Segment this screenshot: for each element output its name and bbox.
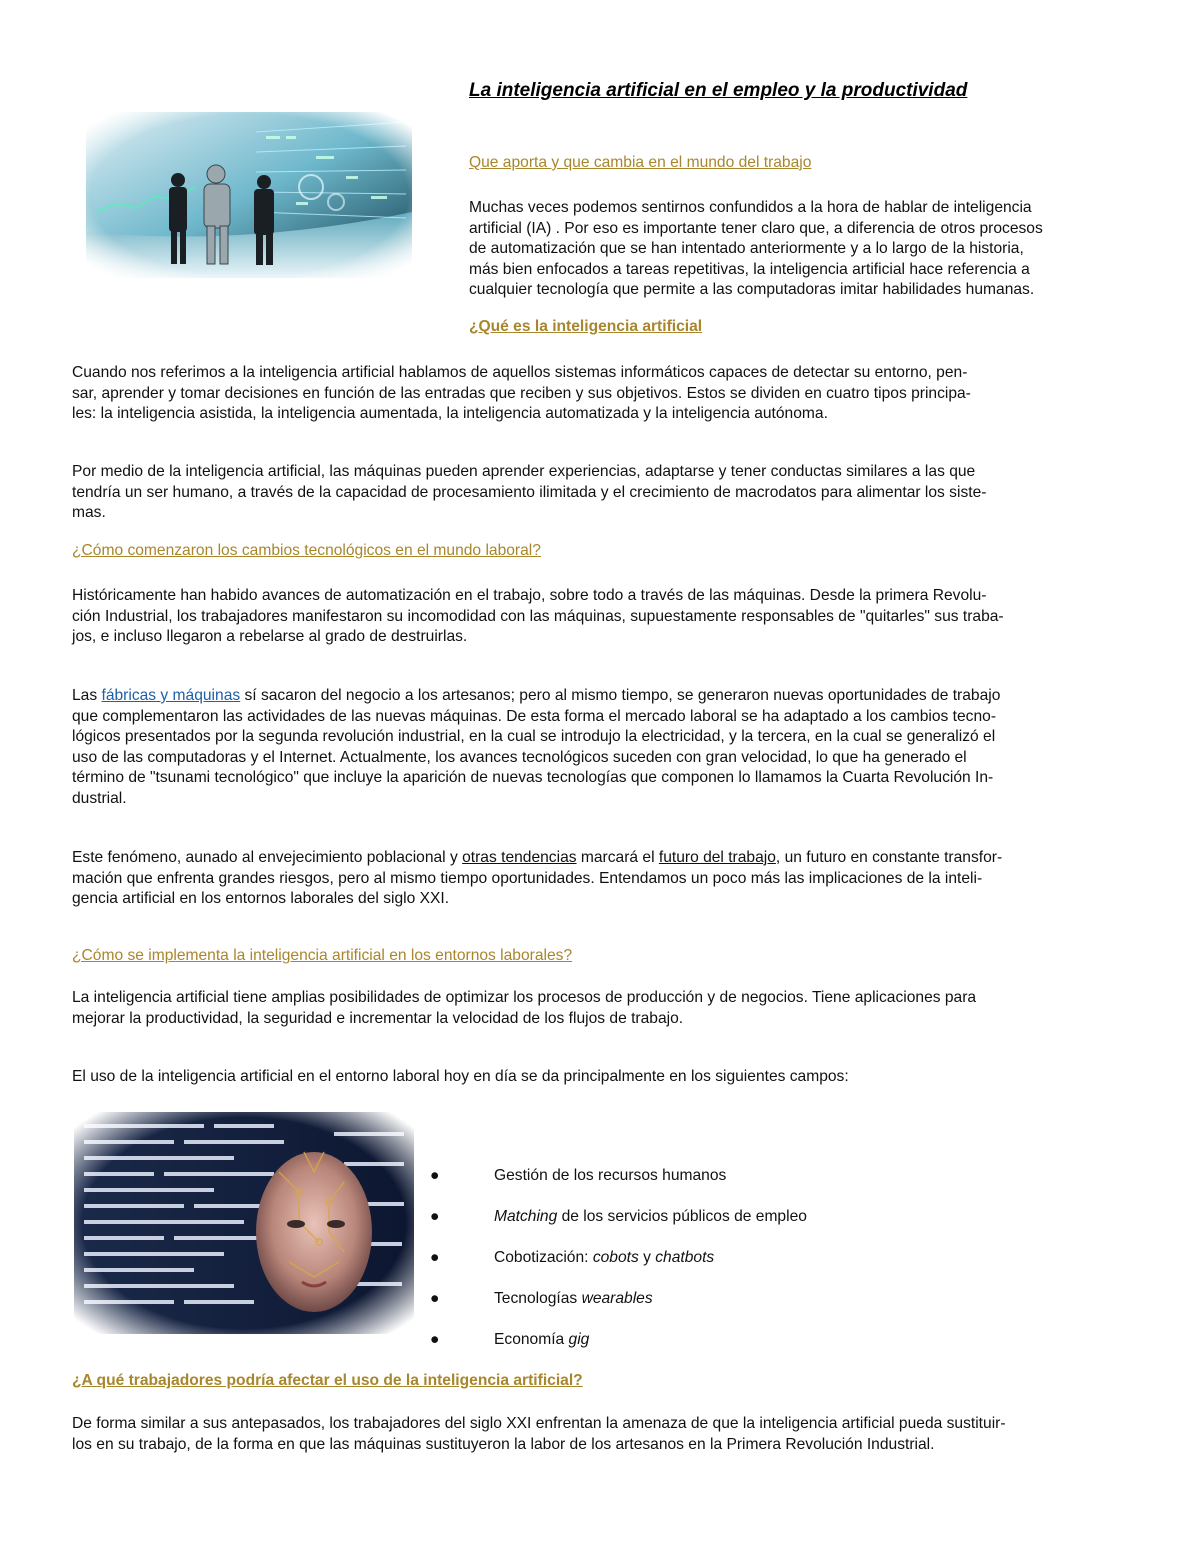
intro-line: artificial (IA) . Por eso es importante tener claro que, a diferencia de otros procesos [469, 219, 1043, 237]
intro-line: cualquier tecnología que permite a las computadoras imitar habilidades humanas. [469, 281, 1035, 298]
what-is-ai-paragraph [72, 363, 1152, 425]
paragraph-line: que complementaron las actividades de las nuevas máquinas. De esta forma el mercado laboral se ha adaptado a los cambios tecno- [72, 707, 997, 725]
android-code-image [74, 1112, 414, 1334]
paragraph-line: Cuando nos referimos a la inteligencia artificial hablamos de aquellos sistemas informáticos capaces de detectar su entorno, pen- [72, 364, 968, 381]
paragraph-line: mación que enfrenta grandes riesgos, pero al mismo tiempo oportunidades. Entendamos un poco más las implicaciones de la inteli- [72, 869, 983, 887]
text-fragment: Economía [494, 1331, 569, 1348]
factories-paragraph [72, 686, 1152, 809]
history-paragraph [72, 586, 1152, 648]
paragraph-line: mas. [72, 504, 106, 521]
implementation-paragraph [72, 988, 1152, 1029]
text-fragment: Matching [494, 1208, 558, 1225]
list-item-text [494, 1289, 653, 1309]
text-fragment: wearables [581, 1290, 653, 1307]
text-fragment: cobots [592, 1249, 639, 1266]
text-fragment: chatbots [655, 1249, 715, 1266]
text-fragment: , un futuro en constante transfor- [775, 849, 1003, 866]
text-fragment: Tecnologías [494, 1290, 582, 1307]
heading-tech-changes: ¿Cómo comenzaron los cambios tecnológicos en el mundo laboral? [72, 542, 541, 559]
paragraph-line: Por medio de la inteligencia artificial, las máquinas pueden aprender experiencias, adaptarse y tener conductas similares a las que [72, 463, 976, 480]
list-item-text [494, 1248, 714, 1268]
factories-machines-link[interactable]: fábricas y máquinas [101, 687, 241, 704]
paragraph-line: ción Industrial, los trabajadores manifestaron su incomodidad con las máquinas, supuestamente responsables de "quitarles" sus traba- [72, 607, 1004, 625]
paragraph-line [72, 848, 1152, 869]
list-item [430, 1207, 930, 1248]
heading-what-is-ai: ¿Qué es la inteligencia artificial [469, 318, 703, 335]
paragraph-line: mejorar la productividad, la seguridad e incrementar la velocidad de los flujos de trabajo. [72, 1009, 684, 1027]
paragraph-line: término de "tsunami tecnológico" que incluye la aparición de nuevas tecnologías que componen lo llamamos la Cuarta Revolución In- [72, 769, 994, 786]
intro-paragraph [469, 198, 1169, 301]
future-of-work-link[interactable]: futuro del trabajo [658, 849, 776, 866]
paragraph-line: gencia artificial en los entornos laborales del siglo XXI. [72, 890, 450, 907]
heading-implementation: ¿Cómo se implementa la inteligencia artificial en los entornos laborales? [72, 947, 573, 964]
intro-line: Muchas veces podemos sentirnos confundidos a la hora de hablar de inteligencia [469, 199, 1032, 216]
paragraph-line: De forma similar a sus antepasados, los trabajadores del siglo XXI enfrentan la amenaza de que la inteligencia artificial pueda sustituir- [72, 1415, 1006, 1432]
text-fragment: gig [568, 1331, 590, 1348]
document-title: La inteligencia artificial en el empleo y la productividad [469, 80, 968, 101]
intro-line: más bien enfocados a tareas repetitivas, la inteligencia artificial hace referencia a [469, 260, 1030, 278]
text-fragment: Este fenómeno, aunado al envejecimiento poblacional y [72, 849, 463, 866]
paragraph-line: jos, e incluso llegaron a rebelarse al grado de destruirlas. [72, 628, 468, 645]
intro-line: de automatización que se han intentado anteriormente y a lo largo de la historia, [469, 240, 1024, 257]
paragraph-line: lógicos presentados por la segunda revolución industrial, en la cual se introdujo la electricidad, y la tercera, en la cual se generalizó el [72, 728, 996, 745]
list-item [430, 1289, 930, 1330]
paragraph-line: uso de las computadoras y el Internet. Actualmente, los avances tecnológicos suceden con gran velocidad, lo que ha generado el [72, 748, 967, 766]
machines-learn-paragraph [72, 462, 1152, 524]
text-fragment: sí sacaron del negocio a los artesanos; pero al mismo tiempo, se generaron nuevas oportunidades de trabajo [240, 687, 1001, 704]
paragraph-line: dustrial. [72, 789, 127, 807]
ai-fields-list [430, 1166, 930, 1371]
paragraph-line: Históricamente han habido avances de automatización en el trabajo, sobre todo a través de las máquinas. Desde la primera Revolu- [72, 587, 987, 604]
text-fragment: de los servicios públicos de empleo [557, 1208, 807, 1225]
bullet-icon: ● [430, 1249, 440, 1266]
paragraph-line: les: la inteligencia asistida, la inteligencia aumentada, la inteligencia automatizada y la inteligencia autónoma. [72, 405, 828, 422]
list-item [430, 1166, 930, 1207]
paragraph-line: tendría un ser humano, a través de la capacidad de procesamiento ilimitada y el crecimiento de macrodatos para alimentar los siste- [72, 483, 987, 501]
bullet-icon: ● [430, 1208, 440, 1225]
text-fragment: Gestión de los recursos humanos [494, 1167, 727, 1184]
fields-intro-line: El uso de la inteligencia artificial en el entorno laboral hoy en día se da principalmente en los siguientes campos: [72, 1068, 849, 1085]
bullet-icon: ● [430, 1167, 440, 1184]
section-subtitle: Que aporta y que cambia en el mundo del trabajo [469, 154, 812, 171]
heading-affected-workers: ¿A qué trabajadores podría afectar el uso de la inteligencia artificial? [72, 1372, 583, 1389]
text-fragment: Las [72, 687, 102, 704]
paragraph-line: sar, aprender y tomar decisiones en función de las entradas que reciben y sus objetivos. Estos se dividen en cuatro tipos principa- [72, 384, 971, 402]
text-fragment: y [638, 1249, 656, 1266]
list-item-text [494, 1207, 807, 1227]
list-item [430, 1248, 930, 1289]
text-fragment: Cobotización: [494, 1249, 593, 1266]
bullet-icon: ● [430, 1331, 440, 1348]
list-item-text [494, 1166, 726, 1186]
list-item-text [494, 1330, 589, 1350]
paragraph-line: los en su trabajo, de la forma en que las máquinas sustituyeron la labor de los artesanos en la Primera Revolución Industrial. [72, 1435, 935, 1453]
text-fragment: marcará el [576, 849, 659, 866]
other-trends-link[interactable]: otras tendencias [462, 849, 577, 866]
list-item [430, 1330, 930, 1371]
workers-paragraph [72, 1414, 1152, 1455]
phenomenon-paragraph [72, 848, 1152, 910]
bullet-icon: ● [430, 1290, 440, 1307]
paragraph-line [72, 686, 1152, 707]
robot-businessmen-image [86, 112, 412, 278]
paragraph-line: La inteligencia artificial tiene amplias posibilidades de optimizar los procesos de producción y de negocios. Tiene aplicaciones para [72, 989, 977, 1006]
